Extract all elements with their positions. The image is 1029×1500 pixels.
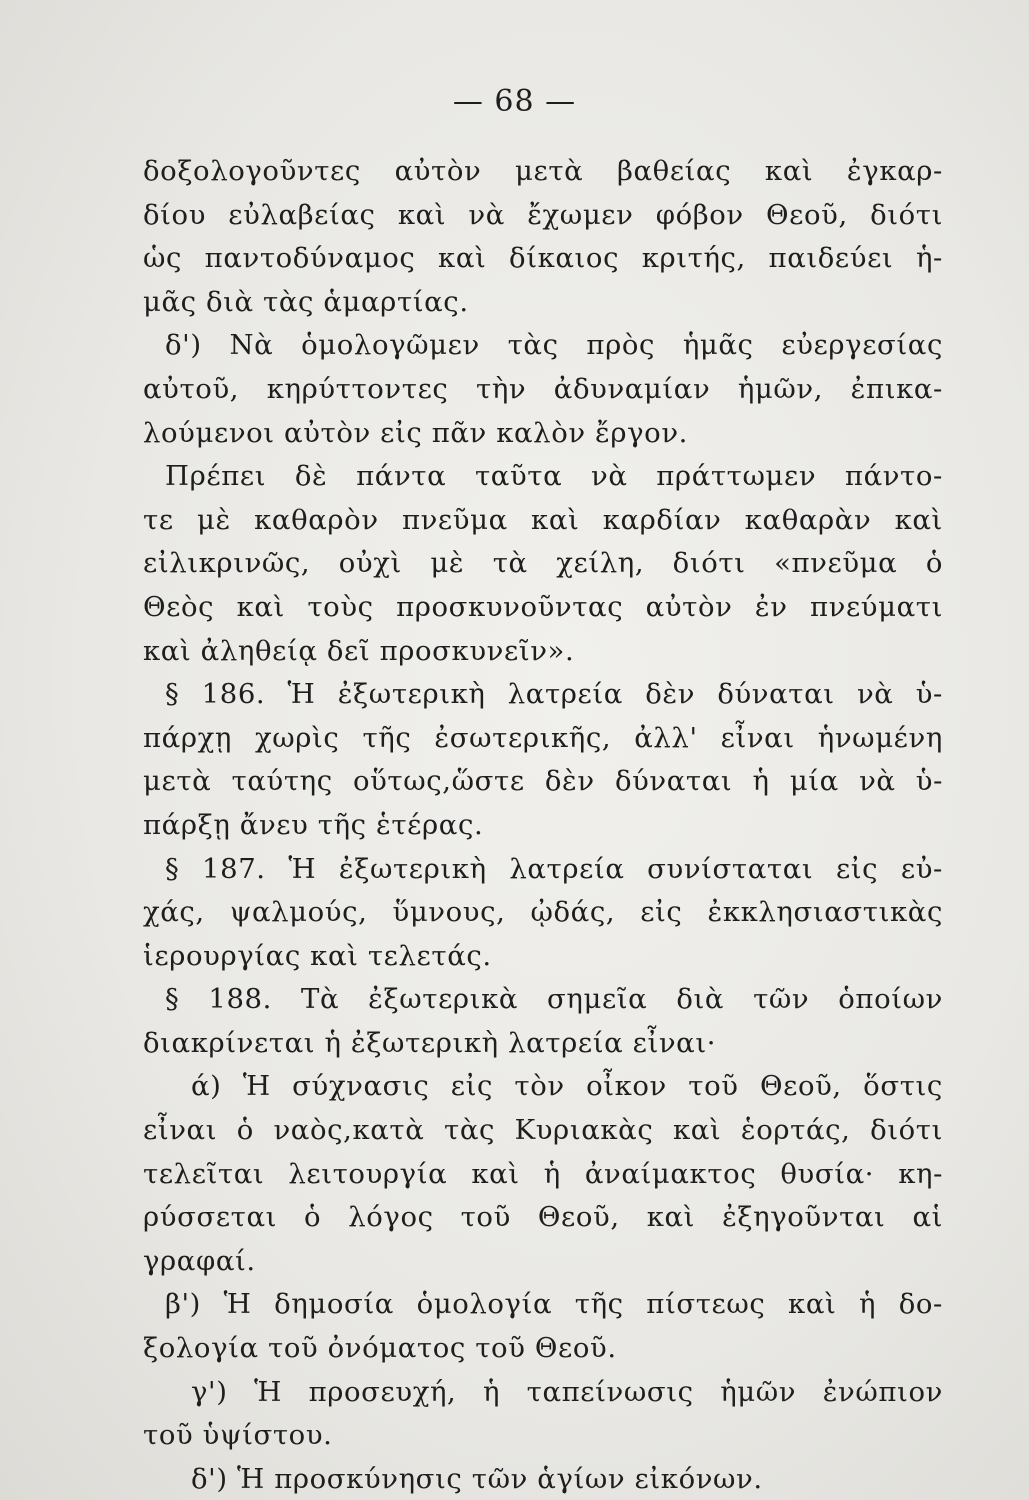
- text-line: Θεὸς καὶ τοὺς προσκυνοῦντας αὐτὸν ἐν πνεύματι: [143, 590, 943, 623]
- text-line: γ') Ἡ προσευχή, ἡ ταπείνωσις ἡμῶν ἐνώπιον: [191, 1375, 943, 1408]
- text-line: ρύσσεται ὁ λόγος τοῦ Θεοῦ, καὶ ἐξηγοῦνται αἱ: [143, 1201, 943, 1234]
- text-line: χάς, ψαλμούς, ὕμνους, ᾠδάς, εἰς ἐκκλησιαστικὰς: [143, 896, 943, 929]
- text-line: ἱερουργίας καὶ τελετάς.: [143, 939, 492, 972]
- text-line: τοῦ ὑψίστου.: [143, 1419, 333, 1452]
- page-number: — 68 —: [452, 84, 577, 119]
- text-line: μετὰ ταύτης οὕτως,ὥστε δὲν δύναται ἡ μία νὰ ὑ-: [143, 765, 943, 798]
- text-line: § 187. Ἡ ἐξωτερικὴ λατρεία συνίσταται εἰς εὐ-: [165, 852, 943, 885]
- text-line: καὶ ἀληθείᾳ δεῖ προσκυνεῖν».: [143, 634, 575, 667]
- text-line: β') Ἡ δημοσία ὁμολογία τῆς πίστεως καὶ ἡ δο-: [165, 1288, 943, 1321]
- body-text: [143, 150, 943, 1500]
- text-line: πάρχῃ χωρὶς τῆς ἐσωτερικῆς, ἀλλ' εἶναι ἡνωμένη: [143, 721, 943, 754]
- text-line: εἶναι ὁ ναὸς,κατὰ τὰς Κυριακὰς καὶ ἑορτάς, διότι: [143, 1114, 943, 1147]
- text-line: εἰλικρινῶς, οὐχὶ μὲ τὰ χείλη, διότι «πνεῦμα ὁ: [143, 547, 943, 580]
- text-line: διακρίνεται ἡ ἐξωτερικὴ λατρεία εἶναι·: [143, 1026, 717, 1059]
- text-line: ὡς παντοδύναμος καὶ δίκαιος κριτής, παιδεύει ἡ-: [143, 242, 943, 275]
- text-line: τε μὲ καθαρὸν πνεῦμα καὶ καρδίαν καθαρὰν καὶ: [143, 503, 943, 536]
- text-line: μᾶς διὰ τὰς ἁμαρτίας.: [143, 285, 469, 318]
- text-line: Πρέπει δὲ πάντα ταῦτα νὰ πράττωμεν πάντο-: [165, 460, 943, 493]
- text-line: δίου εὐλαβείας καὶ νὰ ἔχωμεν φόβον Θεοῦ, διότι: [143, 198, 943, 231]
- text-line: δ') Ἡ προσκύνησις τῶν ἁγίων εἰκόνων.: [191, 1462, 763, 1495]
- text-line: τελεῖται λειτουργία καὶ ἡ ἀναίμακτος θυσία· κη-: [143, 1157, 943, 1190]
- text-line: § 186. Ἡ ἐξωτερικὴ λατρεία δὲν δύναται νὰ ὑ-: [165, 678, 943, 711]
- text-line: γραφαί.: [143, 1244, 256, 1277]
- text-line: δοξολογοῦντες αὐτὸν μετὰ βαθείας καὶ ἐγκαρ-: [143, 155, 943, 187]
- text-line: § 188. Τὰ ἐξωτερικὰ σημεῖα διὰ τῶν ὁποίων: [165, 983, 943, 1016]
- text-line: πάρξῃ ἄνευ τῆς ἑτέρας.: [143, 808, 484, 841]
- text-line: ξολογία τοῦ ὀνόματος τοῦ Θεοῦ.: [143, 1332, 617, 1365]
- text-line: αὐτοῦ, κηρύττοντες τὴν ἀδυναμίαν ἡμῶν, ἐπικα-: [143, 372, 943, 405]
- text-line: ά) Ἡ σύχνασις εἰς τὸν οἶκον τοῦ Θεοῦ, ὅστις: [191, 1070, 943, 1103]
- text-line: λούμενοι αὐτὸν εἰς πᾶν καλὸν ἔργον.: [143, 416, 688, 449]
- text-line: δ') Νὰ ὁμολογῶμεν τὰς πρὸς ἡμᾶς εὐεργεσίας: [165, 329, 943, 362]
